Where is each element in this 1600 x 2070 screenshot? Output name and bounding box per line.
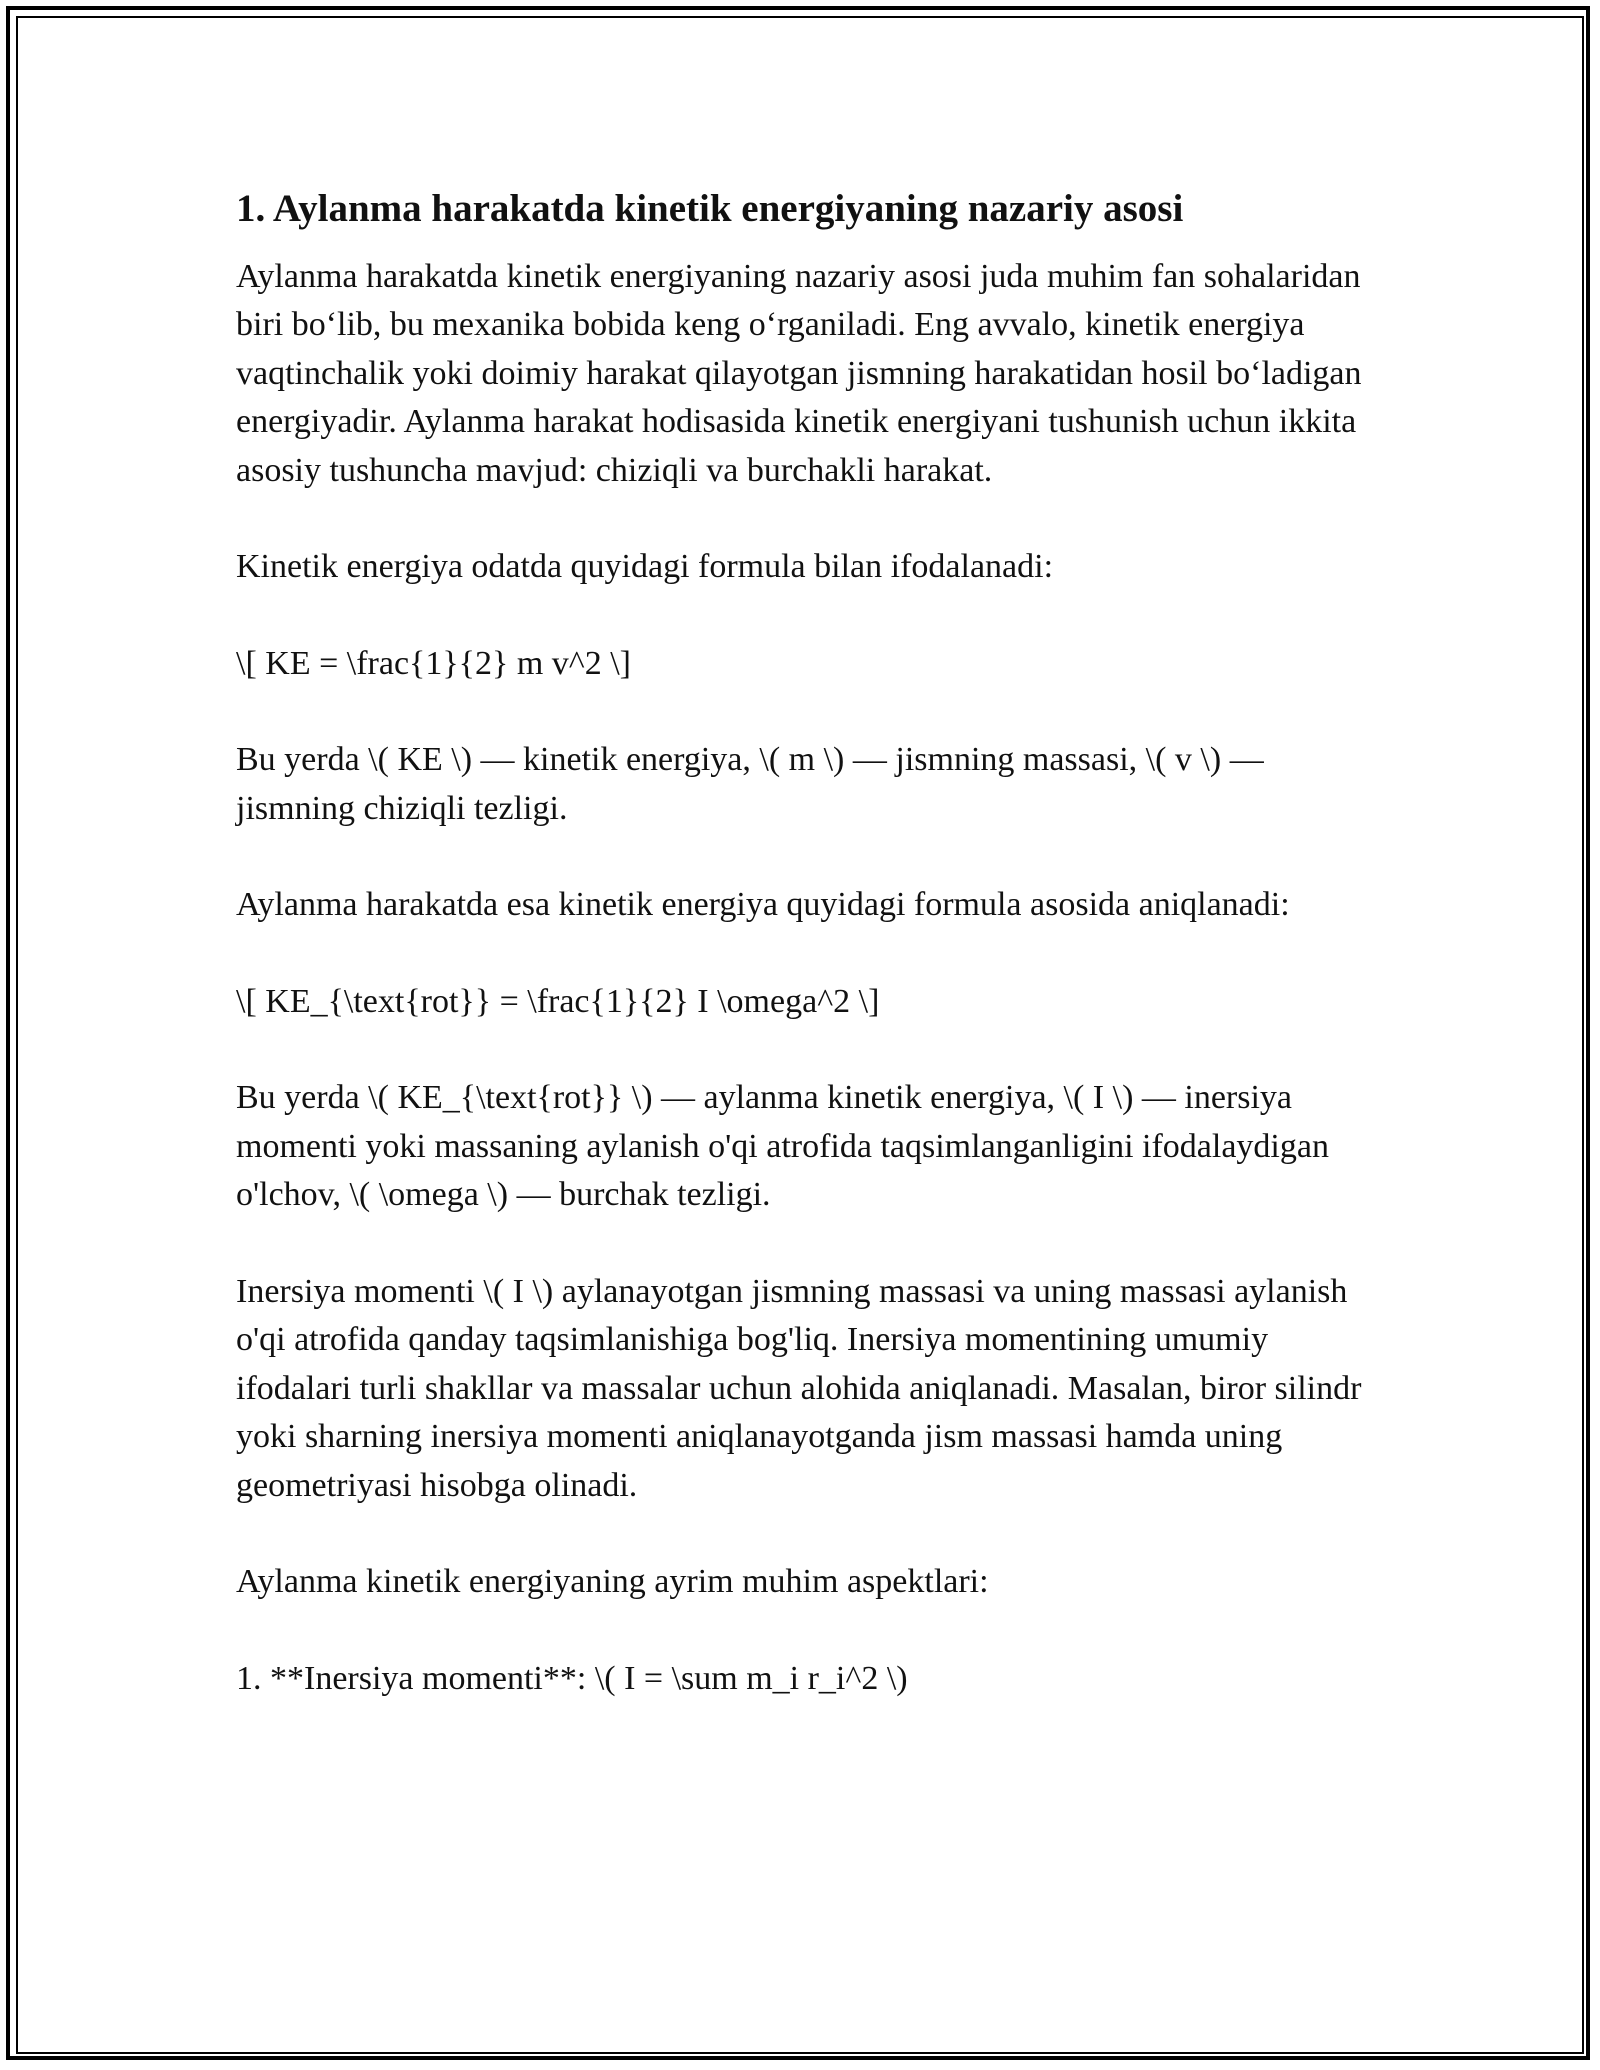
rotational-intro-paragraph: Aylanma harakatda esa kinetik energiya quyidagi formula asosida aniqlanadi:	[236, 886, 1290, 924]
list-item-inertia-moment: 1. **Inersiya momenti**: \( I = \sum m_i r_i^2 \)	[236, 1659, 908, 1697]
aspects-intro-paragraph: Aylanma kinetik energiyaning ayrim muhim aspektlari:	[236, 1563, 989, 1601]
rotational-ke-formula: \[ KE_{\text{rot}} = \frac{1}{2} I \omega^2 \]	[236, 982, 880, 1020]
linear-ke-formula: \[ KE = \frac{1}{2} m v^2 \]	[236, 644, 631, 682]
formula-intro-paragraph: Kinetik energiya odatda quyidagi formula bilan ifodalanadi:	[236, 548, 1054, 586]
linear-ke-explanation: Bu yerda \( KE \) — kinetik energiya, \( m \) — jismning massasi, \( v \) — jismning chiziqli tezligi.	[236, 741, 1264, 827]
inertia-moment-paragraph: Inersiya momenti \( I \) aylanayotgan jismning massasi va uning massasi aylanish o'qi atrofida qanday taqsimlanishiga bog'liq. Inersiya momentining umumiy ifodalari turli shakllar va massalar uchun alohida aniqlanadi. Masalan, biror silindr yoki sharning inersiya momenti aniqlanayotganda jism massasi hamda uning geometriyasi hisobga olinadi.	[236, 1272, 1362, 1504]
intro-paragraph: Aylanma harakatda kinetik energiyaning nazariy asosi juda muhim fan sohalaridan biri bo‘lib, bu mexanika bobida keng o‘rganiladi. Eng avvalo, kinetik energiya vaqtinchalik yoki doimiy harakat qilayotgan jismning harakatidan hosil bo‘ladigan energiyadir. Aylanma harakat hodisasida kinetik energiyani tushunish uchun ikkita asosiy tushuncha mavjud: chiziqli va burchakli harakat.	[236, 257, 1362, 489]
document-body	[236, 184, 1381, 1751]
rotational-ke-explanation: Bu yerda \( KE_{\text{rot}} \) — aylanma kinetik energiya, \( I \) — inersiya momenti yoki massaning aylanish o'qi atrofida taqsimlanganligini ifodalaydigan o'lchov, \( \omega \) — burchak tezligi.	[236, 1079, 1329, 1214]
section-heading: 1. Aylanma harakatda kinetik energiyaning nazariy asosi	[236, 187, 1184, 230]
